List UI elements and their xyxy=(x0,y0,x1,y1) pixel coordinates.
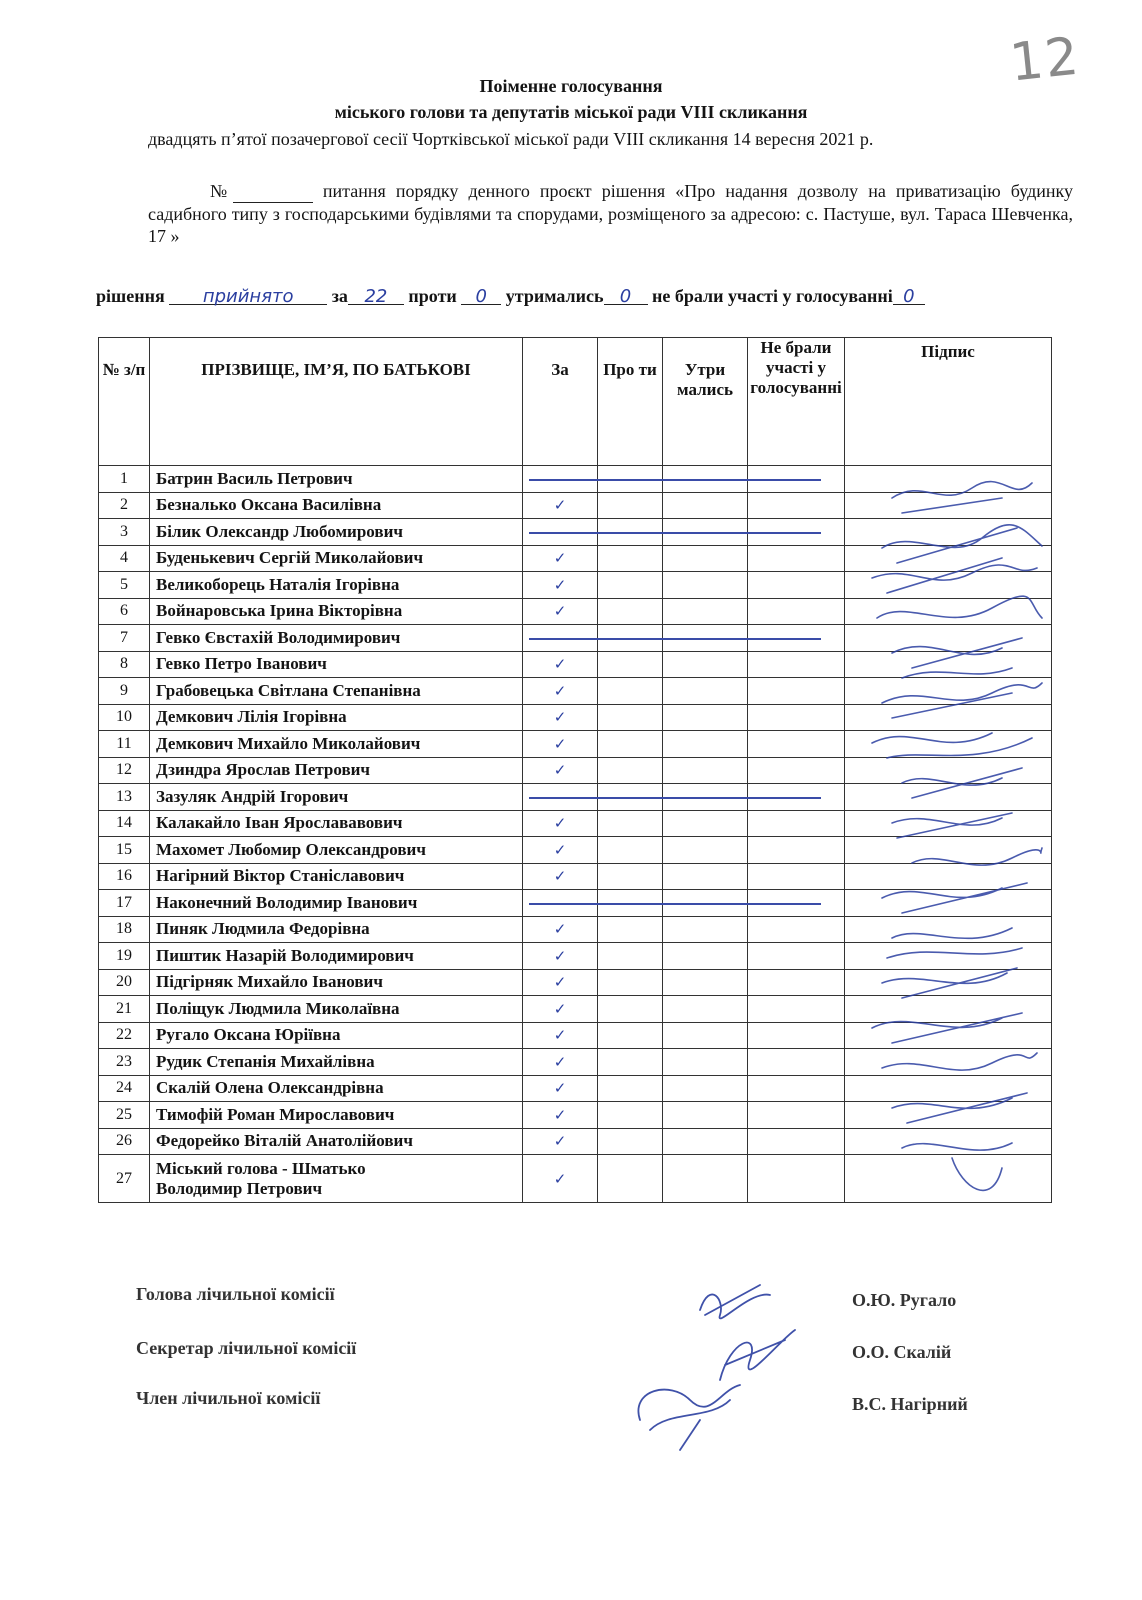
vote-for-cell xyxy=(523,969,598,996)
vote-for-cell xyxy=(523,1022,598,1049)
row-number: 1 xyxy=(99,466,150,493)
vote-for-cell xyxy=(523,1155,598,1203)
table-header-row xyxy=(99,338,1052,466)
row-number: 10 xyxy=(99,704,150,731)
footer-role-1: Голова лічильної комісії xyxy=(136,1284,335,1304)
vote-against-cell xyxy=(598,1049,663,1076)
check-mark-icon: ✓ xyxy=(553,549,567,568)
vote-for-cell xyxy=(523,1049,598,1076)
against-label: проти xyxy=(408,286,457,306)
row-number: 13 xyxy=(99,784,150,811)
vote-not-voted-cell xyxy=(748,1075,845,1102)
footer-role-2: Секретар лічильної комісії xyxy=(136,1338,357,1358)
vote-abstained-cell xyxy=(663,996,748,1023)
not-voted-value: 0 xyxy=(893,286,925,305)
check-mark-icon: ✓ xyxy=(553,1026,567,1045)
vote-abstained-cell xyxy=(663,545,748,572)
for-label: за xyxy=(331,286,348,306)
vote-against-cell xyxy=(598,1155,663,1203)
row-number: 11 xyxy=(99,731,150,758)
row-number: 7 xyxy=(99,625,150,652)
vote-abstained-cell xyxy=(663,969,748,996)
check-mark-icon: ✓ xyxy=(553,1132,567,1151)
check-mark-icon: ✓ xyxy=(553,1079,567,1098)
decision-label: рішення xyxy=(96,286,165,306)
vote-against-cell xyxy=(598,863,663,890)
vote-abstained-cell xyxy=(663,863,748,890)
vote-against-cell xyxy=(598,757,663,784)
footer-name-2: О.О. Скалій xyxy=(852,1342,952,1362)
member-name: Тимофій Роман Мирославович xyxy=(150,1102,523,1129)
header-against: Про ти xyxy=(598,338,663,466)
vote-abstained-cell xyxy=(663,492,748,519)
header-signature: Підпис xyxy=(845,338,1052,466)
vote-not-voted-cell xyxy=(748,757,845,784)
abstained-value: 0 xyxy=(604,286,648,305)
vote-abstained-cell xyxy=(663,678,748,705)
row-number: 23 xyxy=(99,1049,150,1076)
decision-line xyxy=(96,286,1076,307)
vote-abstained-cell xyxy=(663,1022,748,1049)
vote-not-voted-cell xyxy=(748,572,845,599)
vote-for-cell xyxy=(523,704,598,731)
vote-against-cell xyxy=(598,598,663,625)
member-name: Поліщук Людмила Миколаївна xyxy=(150,996,523,1023)
vote-not-voted-cell xyxy=(748,943,845,970)
vote-abstained-cell xyxy=(663,1128,748,1155)
member-name: Грабовецька Світлана Степанівна xyxy=(150,678,523,705)
vote-not-voted-cell xyxy=(748,598,845,625)
member-name: Демкович Михайло Миколайович xyxy=(150,731,523,758)
vote-for-cell xyxy=(523,916,598,943)
header-for: За xyxy=(523,338,598,466)
member-name: Буденькевич Сергій Миколайович xyxy=(150,545,523,572)
signatures-scribble xyxy=(852,468,1058,1228)
check-mark-icon: ✓ xyxy=(553,734,567,753)
vote-not-voted-cell xyxy=(748,837,845,864)
member-name: Рудик Степанія Михайлівна xyxy=(150,1049,523,1076)
member-name: Демкович Лілія Ігорівна xyxy=(150,704,523,731)
vote-abstained-cell xyxy=(663,837,748,864)
document-title: Поіменне голосування xyxy=(479,76,663,96)
vote-against-cell xyxy=(598,810,663,837)
vote-for-cell xyxy=(523,996,598,1023)
check-mark-icon: ✓ xyxy=(553,973,567,992)
vote-against-cell xyxy=(598,1075,663,1102)
vote-abstained-cell xyxy=(663,598,748,625)
check-mark-icon: ✓ xyxy=(553,1052,567,1071)
vote-for-cell xyxy=(523,837,598,864)
commission-signatures xyxy=(610,1270,810,1470)
vote-against-cell xyxy=(598,1022,663,1049)
row-number: 9 xyxy=(99,678,150,705)
row-number: 2 xyxy=(99,492,150,519)
vote-against-cell xyxy=(598,943,663,970)
question-prefix: № xyxy=(210,181,233,201)
member-name: Пиштик Назарій Володимирович xyxy=(150,943,523,970)
not-voted-label: не брали участі у голосуванні xyxy=(652,286,893,306)
vote-against-cell xyxy=(598,969,663,996)
row-number: 22 xyxy=(99,1022,150,1049)
header-num: № з/п xyxy=(99,338,150,466)
vote-against-cell xyxy=(598,1128,663,1155)
vote-abstained-cell xyxy=(663,1155,748,1203)
header-not-voted: Не брали участі у голосуванні xyxy=(748,338,845,466)
member-name: Зазуляк Андрій Ігорович xyxy=(150,784,523,811)
vote-not-voted-cell xyxy=(748,1022,845,1049)
absent-strike-line xyxy=(529,638,821,640)
row-number: 4 xyxy=(99,545,150,572)
member-name: Пиняк Людмила Федорівна xyxy=(150,916,523,943)
against-value: 0 xyxy=(461,286,501,305)
vote-abstained-cell xyxy=(663,916,748,943)
row-number: 8 xyxy=(99,651,150,678)
vote-against-cell xyxy=(598,572,663,599)
check-mark-icon: ✓ xyxy=(553,575,567,594)
row-number: 19 xyxy=(99,943,150,970)
vote-not-voted-cell xyxy=(748,545,845,572)
row-number: 24 xyxy=(99,1075,150,1102)
question-number-blank xyxy=(233,180,313,203)
vote-not-voted-cell xyxy=(748,731,845,758)
vote-for-cell xyxy=(523,731,598,758)
vote-against-cell xyxy=(598,916,663,943)
row-number: 6 xyxy=(99,598,150,625)
vote-for-cell xyxy=(523,1128,598,1155)
vote-not-voted-cell xyxy=(748,704,845,731)
check-mark-icon: ✓ xyxy=(553,1105,567,1124)
check-mark-icon: ✓ xyxy=(553,602,567,621)
member-name: Скалій Олена Олександрівна xyxy=(150,1075,523,1102)
vote-not-voted-cell xyxy=(748,863,845,890)
absent-strike-line xyxy=(529,532,821,534)
row-number: 20 xyxy=(99,969,150,996)
footer-name-1: О.Ю. Ругало xyxy=(852,1290,957,1310)
vote-for-cell xyxy=(523,598,598,625)
vote-not-voted-cell xyxy=(748,1155,845,1203)
page-number: 12 xyxy=(1007,26,1084,94)
vote-for-cell xyxy=(523,1102,598,1129)
member-name: Гевко Петро Іванович xyxy=(150,651,523,678)
check-mark-icon: ✓ xyxy=(553,999,567,1018)
vote-for-cell xyxy=(523,545,598,572)
member-name: Наконечний Володимир Іванович xyxy=(150,890,523,917)
vote-not-voted-cell xyxy=(748,969,845,996)
vote-for-cell xyxy=(523,1075,598,1102)
vote-abstained-cell xyxy=(663,1102,748,1129)
check-mark-icon: ✓ xyxy=(553,946,567,965)
check-mark-icon: ✓ xyxy=(553,708,567,727)
session-text: двадцять п’ятої позачергової сесії Чортківської міської ради VIII скликання 14 вересня 2021 р. xyxy=(148,129,874,149)
check-mark-icon: ✓ xyxy=(553,681,567,700)
member-name: Нагірний Віктор Станіславович xyxy=(150,863,523,890)
member-name: Гевко Євстахій Володимирович xyxy=(150,625,523,652)
check-mark-icon: ✓ xyxy=(553,920,567,939)
vote-not-voted-cell xyxy=(748,678,845,705)
member-name: Великоборець Наталія Ігорівна xyxy=(150,572,523,599)
check-mark-icon: ✓ xyxy=(553,496,567,515)
member-name: Федорейко Віталій Анатолійович xyxy=(150,1128,523,1155)
member-name: Махомет Любомир Олександрович xyxy=(150,837,523,864)
question-text xyxy=(148,180,1073,247)
vote-against-cell xyxy=(598,996,663,1023)
member-name: Підгірняк Михайло Іванович xyxy=(150,969,523,996)
row-number: 14 xyxy=(99,810,150,837)
vote-not-voted-cell xyxy=(748,996,845,1023)
abstained-label: утримались xyxy=(505,286,604,306)
row-number: 17 xyxy=(99,890,150,917)
row-number: 3 xyxy=(99,519,150,546)
vote-abstained-cell xyxy=(663,810,748,837)
row-number: 18 xyxy=(99,916,150,943)
member-name: Білик Олександр Любомирович xyxy=(150,519,523,546)
check-mark-icon: ✓ xyxy=(553,840,567,859)
vote-for-cell xyxy=(523,678,598,705)
row-number: 16 xyxy=(99,863,150,890)
vote-not-voted-cell xyxy=(748,916,845,943)
vote-against-cell xyxy=(598,731,663,758)
document-subtitle: міського голови та депутатів міської ради VIII скликання xyxy=(334,102,808,122)
absent-strike-line xyxy=(529,797,821,799)
vote-not-voted-cell xyxy=(748,1128,845,1155)
for-value: 22 xyxy=(348,286,404,305)
row-number: 12 xyxy=(99,757,150,784)
vote-abstained-cell xyxy=(663,757,748,784)
header-name: ПРІЗВИЩЕ, ІМ’Я, ПО БАТЬКОВІ xyxy=(150,338,523,466)
vote-abstained-cell xyxy=(663,572,748,599)
member-name: Калакайло Іван Ярослававович xyxy=(150,810,523,837)
vote-against-cell xyxy=(598,704,663,731)
header-abstained: Утри мались xyxy=(663,338,748,466)
vote-abstained-cell xyxy=(663,704,748,731)
vote-against-cell xyxy=(598,678,663,705)
footer-role-3: Член лічильної комісії xyxy=(136,1388,321,1408)
check-mark-icon: ✓ xyxy=(553,867,567,886)
row-number: 5 xyxy=(99,572,150,599)
vote-abstained-cell xyxy=(663,651,748,678)
vote-against-cell xyxy=(598,837,663,864)
vote-for-cell xyxy=(523,810,598,837)
absent-strike-line xyxy=(529,903,821,905)
vote-against-cell xyxy=(598,651,663,678)
vote-abstained-cell xyxy=(663,1075,748,1102)
question-body: питання порядку денного проєкт рішення «Про надання дозволу на приватизацію будинку садибного типу з господарськими будівлями та спорудами, розміщеного за адресою: с. Пастуше, вул. Тараса Шевченка, 17 » xyxy=(148,181,1073,246)
vote-not-voted-cell xyxy=(748,651,845,678)
member-name-line1: Міський голова - Шматько xyxy=(156,1158,366,1178)
row-number: 27 xyxy=(99,1155,150,1203)
vote-abstained-cell xyxy=(663,943,748,970)
vote-for-cell xyxy=(523,651,598,678)
member-name xyxy=(150,1155,523,1203)
vote-not-voted-cell xyxy=(748,1102,845,1129)
row-number: 25 xyxy=(99,1102,150,1129)
vote-for-cell xyxy=(523,863,598,890)
member-name: Безналько Оксана Василівна xyxy=(150,492,523,519)
vote-abstained-cell xyxy=(663,1049,748,1076)
member-name: Войнаровська Ірина Вікторівна xyxy=(150,598,523,625)
row-number: 21 xyxy=(99,996,150,1023)
check-mark-icon: ✓ xyxy=(553,655,567,674)
vote-for-cell xyxy=(523,943,598,970)
absent-strike-line xyxy=(529,479,821,481)
vote-for-cell xyxy=(523,572,598,599)
member-name: Батрин Василь Петрович xyxy=(150,466,523,493)
member-name: Ругало Оксана Юріївна xyxy=(150,1022,523,1049)
check-mark-icon: ✓ xyxy=(553,1169,567,1188)
vote-against-cell xyxy=(598,1102,663,1129)
vote-for-cell xyxy=(523,757,598,784)
vote-against-cell xyxy=(598,545,663,572)
check-mark-icon: ✓ xyxy=(553,761,567,780)
vote-not-voted-cell xyxy=(748,1049,845,1076)
vote-not-voted-cell xyxy=(748,492,845,519)
row-number: 15 xyxy=(99,837,150,864)
member-name: Дзиндра Ярослав Петрович xyxy=(150,757,523,784)
footer-name-3: В.С. Нагірний xyxy=(852,1394,968,1414)
vote-against-cell xyxy=(598,492,663,519)
member-name-line2: Володимир Петрович xyxy=(156,1178,323,1198)
check-mark-icon: ✓ xyxy=(553,814,567,833)
vote-not-voted-cell xyxy=(748,810,845,837)
vote-abstained-cell xyxy=(663,731,748,758)
decision-result: прийнято xyxy=(169,286,327,305)
vote-for-cell xyxy=(523,492,598,519)
row-number: 26 xyxy=(99,1128,150,1155)
